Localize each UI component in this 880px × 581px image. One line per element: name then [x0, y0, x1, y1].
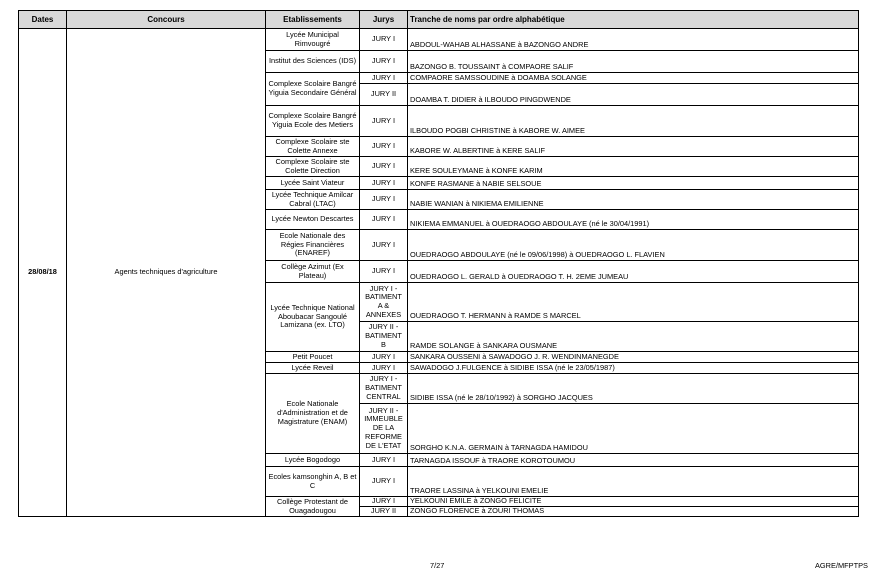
jury-cell: JURY II - IMMEUBLE DE LA REFORME DE L'ETAT: [360, 404, 408, 454]
name-range-cell: RAMDE SOLANGE à SANKARA OUSMANE: [408, 322, 859, 352]
etablissement-cell: Complexe Scolaire Bangré Yiguia Ecole des Metiers: [266, 106, 360, 137]
name-range-cell: SANKARA OUSSENI à SAWADOGO J. R. WENDINMANEGDE: [408, 352, 859, 363]
name-range-cell: TRAORE LASSINA à YELKOUNI EMELIE: [408, 467, 859, 497]
etablissement-cell: Ecole Nationale d'Administration et de Magistrature (ENAM): [266, 374, 360, 454]
etablissement-cell: Ecoles kamsonghin A, B et C: [266, 467, 360, 497]
etablissement-cell: Institut des Sciences (IDS): [266, 51, 360, 73]
etablissement-cell: Complexe Scolaire ste Colette Annexe: [266, 137, 360, 157]
jury-cell: JURY I: [360, 230, 408, 261]
header-etablissements: Etablissements: [266, 11, 360, 29]
name-range-cell: OUEDRAOGO ABDOULAYE (né le 09/06/1998) à OUEDRAOGO L. FLAVIEN: [408, 230, 859, 261]
name-range-cell: OUEDRAOGO L. GERALD à OUEDRAOGO T. H. 2EME JUMEAU: [408, 261, 859, 283]
jury-cell: JURY I: [360, 137, 408, 157]
name-range-cell: KONFE RASMANE à NABIE SELSOUE: [408, 177, 859, 190]
header-concours: Concours: [67, 11, 266, 29]
jury-cell: JURY I: [360, 261, 408, 283]
name-range-cell: OUEDRAOGO T. HERMANN à RAMDE S MARCEL: [408, 283, 859, 322]
header-dates: Dates: [19, 11, 67, 29]
etablissement-cell: Collège Azimut (Ex Plateau): [266, 261, 360, 283]
name-range-cell: SORGHO K.N.A. GERMAIN à TARNAGDA HAMIDOU: [408, 404, 859, 454]
document-reference: AGRE/MFPTPS: [815, 561, 868, 570]
jury-cell: JURY I: [360, 363, 408, 374]
etablissement-cell: Complexe Scolaire Bangré Yiguia Secondaire Général: [266, 73, 360, 106]
header-jurys: Jurys: [360, 11, 408, 29]
header-tranche: Tranche de noms par ordre alphabétique: [408, 11, 859, 29]
etablissement-cell: Lycée Reveil: [266, 363, 360, 374]
date-cell: 28/08/18: [19, 29, 67, 517]
name-range-cell: NABIE WANIAN à NIKIEMA EMILIENNE: [408, 190, 859, 210]
etablissement-cell: Lycée Saint Viateur: [266, 177, 360, 190]
etablissement-cell: Lycée Municipal Rimvougré: [266, 29, 360, 51]
etablissement-cell: Petit Poucet: [266, 352, 360, 363]
name-range-cell: TARNAGDA ISSOUF à TRAORE KOROTOUMOU: [408, 454, 859, 467]
jury-cell: JURY I - BATIMENT A & ANNEXES: [360, 283, 408, 322]
name-range-cell: NIKIEMA EMMANUEL à OUEDRAOGO ABDOULAYE (né le 30/04/1991): [408, 210, 859, 230]
jury-cell: JURY II - BATIMENT B: [360, 322, 408, 352]
etablissement-cell: Collège Protestant de Ouagadougou: [266, 497, 360, 517]
etablissement-cell: Complexe Scolaire ste Colette Direction: [266, 157, 360, 177]
jury-cell: JURY II: [360, 84, 408, 106]
jury-cell: JURY I: [360, 29, 408, 51]
table-row: [19, 29, 859, 51]
jury-cell: JURY I: [360, 177, 408, 190]
page-number: 7/27: [430, 561, 445, 570]
concours-cell: Agents techniques d'agriculture: [67, 29, 266, 517]
etablissement-cell: Lycée Newton Descartes: [266, 210, 360, 230]
jury-cell: JURY I - BATIMENT CENTRAL: [360, 374, 408, 404]
jury-cell: JURY I: [360, 454, 408, 467]
name-range-cell: ABDOUL-WAHAB ALHASSANE à BAZONGO ANDRE: [408, 29, 859, 51]
name-range-cell: KERE SOULEYMANE à KONFE KARIM: [408, 157, 859, 177]
jury-cell: JURY II: [360, 507, 408, 517]
name-range-cell: ILBOUDO POGBI CHRISTINE à KABORE W. AIMEE: [408, 106, 859, 137]
jury-cell: JURY I: [360, 51, 408, 73]
jury-cell: JURY I: [360, 210, 408, 230]
name-range-cell: ZONGO FLORENCE à ZOURI THOMAS: [408, 507, 859, 517]
jury-cell: JURY I: [360, 352, 408, 363]
etablissement-cell: Lycée Bogodogo: [266, 454, 360, 467]
jury-cell: JURY I: [360, 497, 408, 507]
jury-cell: JURY I: [360, 106, 408, 137]
name-range-cell: BAZONGO B. TOUSSAINT à COMPAORE SALIF: [408, 51, 859, 73]
name-range-cell: KABORE W. ALBERTINE à KERE SALIF: [408, 137, 859, 157]
etablissement-cell: Lycée Technique National Aboubacar Sangoulé Lamizana (ex. LTO): [266, 283, 360, 352]
name-range-cell: SIDIBE ISSA (né le 28/10/1992) à SORGHO JACQUES: [408, 374, 859, 404]
name-range-cell: DOAMBA T. DIDIER à ILBOUDO PINGDWENDE: [408, 84, 859, 106]
table-header-row: [19, 11, 859, 29]
name-range-cell: COMPAORE SAMSSOUDINE à DOAMBA SOLANGE: [408, 73, 859, 84]
etablissement-cell: Ecole Nationale des Régies Financières (ENAREF): [266, 230, 360, 261]
jury-cell: JURY I: [360, 190, 408, 210]
name-range-cell: SAWADOGO J.FULGENCE à SIDIBE ISSA (né le 23/05/1987): [408, 363, 859, 374]
jury-cell: JURY I: [360, 157, 408, 177]
jury-table: [18, 10, 859, 517]
name-range-cell: YELKOUNI EMILE à ZONGO FELICITE: [408, 497, 859, 507]
jury-cell: JURY I: [360, 73, 408, 84]
etablissement-cell: Lycée Technique Amilcar Cabral (LTAC): [266, 190, 360, 210]
jury-cell: JURY I: [360, 467, 408, 497]
